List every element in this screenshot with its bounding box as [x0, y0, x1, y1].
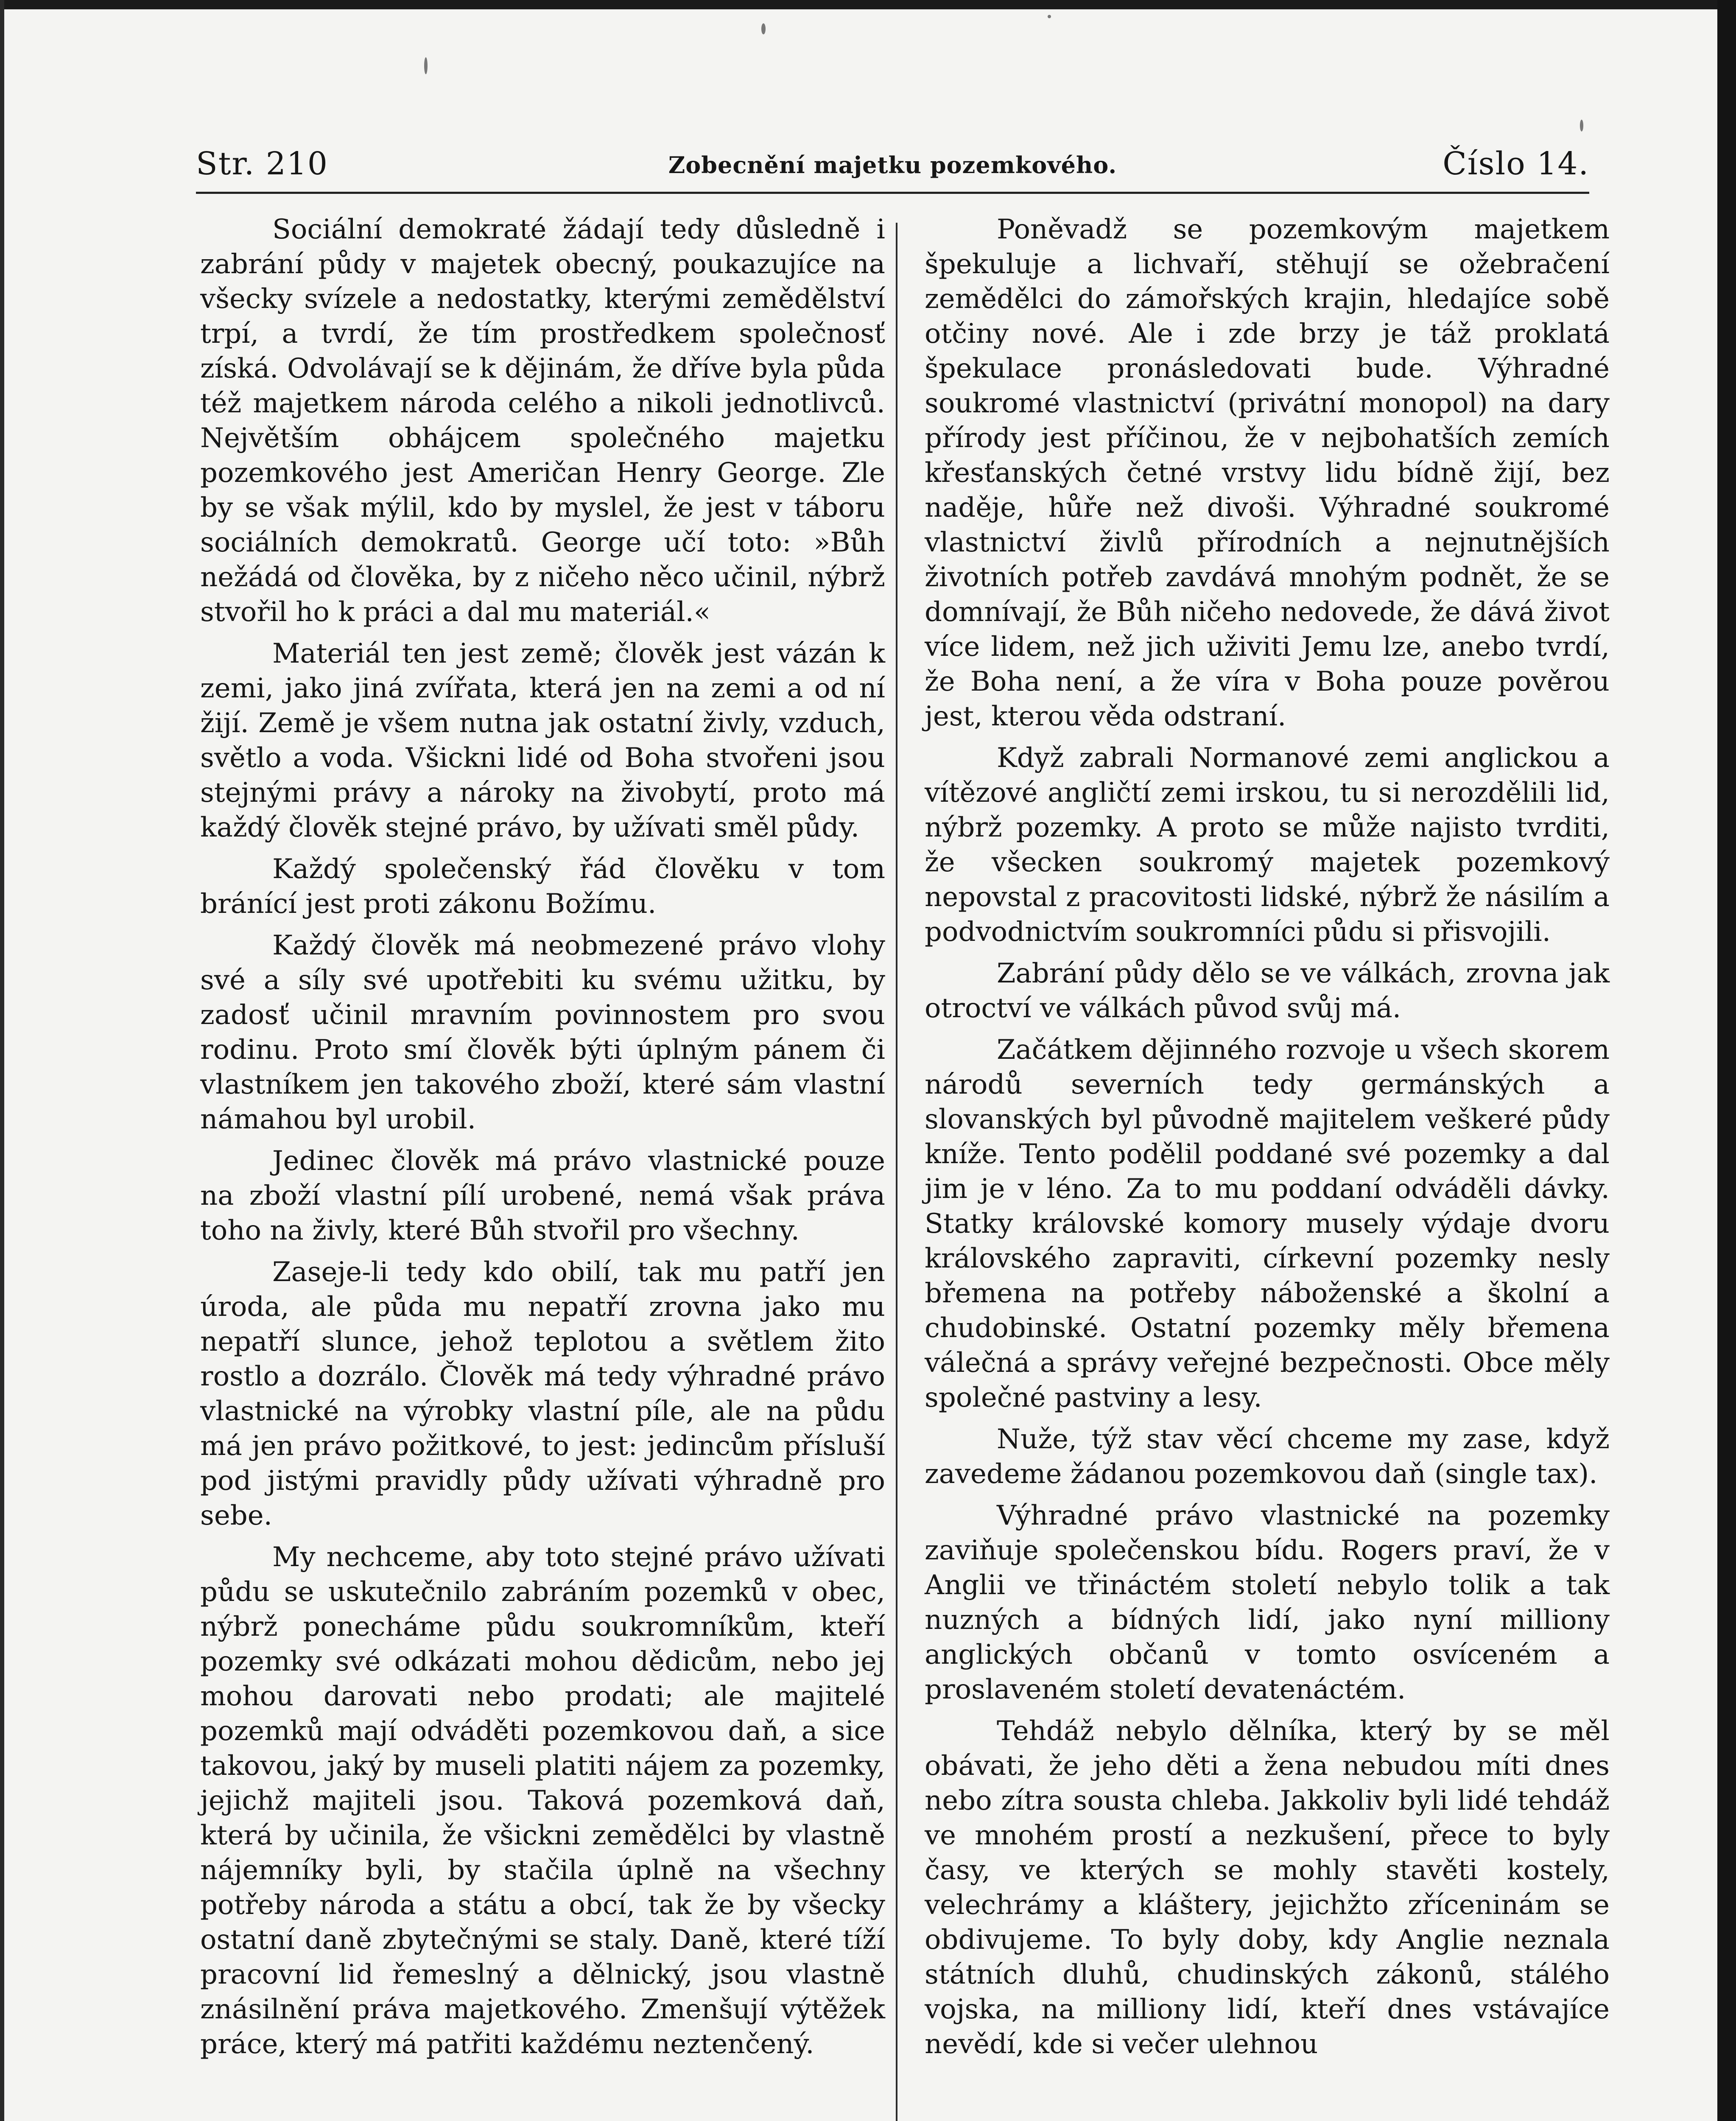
- paragraph: Výhradné právo vlastnické na pozemky zaviňuje společenskou bídu. Rogers praví, že v Anglii ve třináctém století nebylo tolik a tak nuzných a bídných lidí, jako nyní milliony anglických občanů v tomto osvíceném a proslaveném století devatenáctém.: [925, 1500, 1610, 1705]
- left-column: [200, 212, 885, 2068]
- scan-speck: [761, 23, 766, 34]
- page-number: Str. 210: [196, 146, 328, 182]
- paragraph: Každý člověk má neobmezené právo vlohy své a síly své upotřebiti ku svému užitku, by zadosť učinil mravním povinnostem pro svou rodinu. Proto smí člověk býti úplným pánem či vlastníkem jen takového zboží, které sám vlastní námahou byl urobil.: [200, 930, 885, 1135]
- scan-speck: [1580, 120, 1583, 132]
- scan-border-top: [0, 0, 1736, 9]
- paragraph: Začátkem dějinného rozvoje u všech skorem národů severních tedy germánských a slovanských byl původně majitelem veškeré půdy kníže. Tento podělil poddané své pozemky a dal jim je v léno. Za to mu poddaní odváděli dávky. Statky královské komory musely výdaje dvoru královského zapraviti, církevní pozemky nesly břemena na potřeby náboženské a školní a chudobinské. Ostatní pozemky měly břemena válečná a správy veřejné bezpečnosti. Obce měly společné pastviny a lesy.: [925, 1034, 1610, 1413]
- paragraph: Každý společenský řád člověku v tom bránící jest proti zákonu Božímu.: [200, 853, 885, 920]
- paragraph: Tehdáž nebylo dělníka, který by se měl obávati, že jeho děti a žena nebudou míti dnes nebo zítra sousta chleba. Jakkoliv byli lidé tehdáž ve mnohém prostí a nezkušení, přece to byly časy, ve kterých se mohly stavěti kostely, velechrámy a kláštery, jejichžto zříceninám se obdivujeme. To byly doby, kdy Anglie neznala státních dluhů, chudinských zákonů, stálého vojska, na milliony lidí, kteří dnes vstávajíce nevědí, kde si večer ulehnou: [925, 1715, 1610, 2060]
- column-divider: [896, 223, 897, 2121]
- scan-border-right: [1717, 0, 1736, 2121]
- scan-speck: [424, 57, 428, 74]
- paragraph: Jedinec člověk má právo vlastnické pouze na zboží vlastní pílí urobené, nemá však práva toho na živly, které Bůh stvořil pro všechny.: [200, 1145, 885, 1246]
- paragraph: Zabrání půdy dělo se ve válkách, zrovna jak otroctví ve válkách původ svůj má.: [925, 958, 1610, 1024]
- paragraph: Zaseje-li tedy kdo obilí, tak mu patří jen úroda, ale půda mu nepatří zrovna jako mu nepatří slunce, jehož teplotou a světlem žito rostlo a dozrálo. Člověk má tedy výhradné právo vlastnické na výrobky vlastní píle, ale na půdu má jen právo požitkové, to jest: jedincům přísluší pod jistými pravidly půdy užívati výhradně pro sebe.: [200, 1256, 885, 1531]
- paragraph: My nechceme, aby toto stejné právo užívati půdu se uskutečnilo zabráním pozemků v obec, nýbrž ponecháme půdu soukromníkům, kteří pozemky své odkázati mohou dědicům, nebo jej mohou darovati nebo prodati; ale majitelé pozemků mají odváděti pozemkovou daň, a sice takovou, jaký by museli platiti nájem za pozemky, jejichž majiteli jsou. Taková pozemková daň, která by učinila, že všickni zemědělci by vlastně nájemníky byli, by stačila úplně na všechny potřeby národa a státu a obcí, tak že by všecky ostatní daně zbytečnými se staly. Daně, které tíží pracovní lid řemeslný a dělnický, jsou vlastně znásilnění práva majetkového. Zmenšují výtěžek práce, který má patřiti každému neztenčený.: [200, 1542, 885, 2060]
- paragraph: Materiál ten jest země; člověk jest vázán k zemi, jako jiná zvířata, která jen na zemi a od ní žijí. Země je všem nutna jak ostatní živly, vzduch, světlo a voda. Všickni lidé od Boha stvořeni jsou stejnými právy a nároky na živobytí, proto má každý člověk stejné právo, by užívati směl půdy.: [200, 638, 885, 843]
- paragraph: Když zabrali Normanové zemi anglickou a vítězové angličtí zemi irskou, tu si nerozdělili lid, nýbrž pozemky. A proto se může najisto tvrditi, že všecken soukromý majetek pozemkový nepovstal z pracovitosti lidské, nýbrž že násilím a podvodnictvím soukromníci půdu si přisvojili.: [925, 742, 1610, 948]
- paragraph: Nuže, týž stav věcí chceme my zase, když zavedeme žádanou pozemkovou daň (single tax).: [925, 1424, 1610, 1490]
- scan-border-left: [0, 0, 4, 2121]
- page-header: [196, 142, 1589, 189]
- paragraph: Sociální demokraté žádají tedy důsledně i zabrání půdy v majetek obecný, poukazujíce na všecky svízele a nedostatky, kterými zemědělství trpí, a tvrdí, že tím prostředkem společnosť získá. Odvolávají se k dějinám, že dříve byla půda též majetkem národa celého a nikoli jednotlivců. Největším obhájcem společného majetku pozemkového jest Američan Henry George. Zle by se však mýlil, kdo by myslel, že jest v táboru sociálních demokratů. George učí toto: »Bůh nežádá od člověka, by z ničeho něco učinil, nýbrž stvořil ho k práci a dal mu materiál.«: [200, 214, 885, 628]
- header-rule: [196, 192, 1589, 194]
- paragraph: Poněvadž se pozemkovým majetkem špekuluje a lichvaří, stěhují se ožebračení zemědělci do zámořských krajin, hledajíce sobě otčiny nové. Ale i zde brzy je táž proklatá špekulace pronásledovati bude. Výhradné soukromé vlastnictví (privátní monopol) na dary přírody jest příčinou, že v nejbohatších zemích křesťanských četné vrstvy lidu bídně žijí, bez naděje, hůře než divoši. Výhradné soukromé vlastnictví živlů přírodních a nejnutnějších životních potřeb zavdává mnohým podnět, že se domnívají, že Bůh ničeho nedovede, že dává život více lidem, než jich uživiti Jemu lze, anebo tvrdí, že Boha není, a že víra v Boha pouze pověrou jest, kterou věda odstraní.: [925, 214, 1610, 732]
- running-title: Zobecnění majetku pozemkového.: [668, 151, 1117, 179]
- right-column: [925, 212, 1610, 2068]
- issue-number: Číslo 14.: [1442, 146, 1589, 182]
- scan-speck: [1048, 15, 1051, 18]
